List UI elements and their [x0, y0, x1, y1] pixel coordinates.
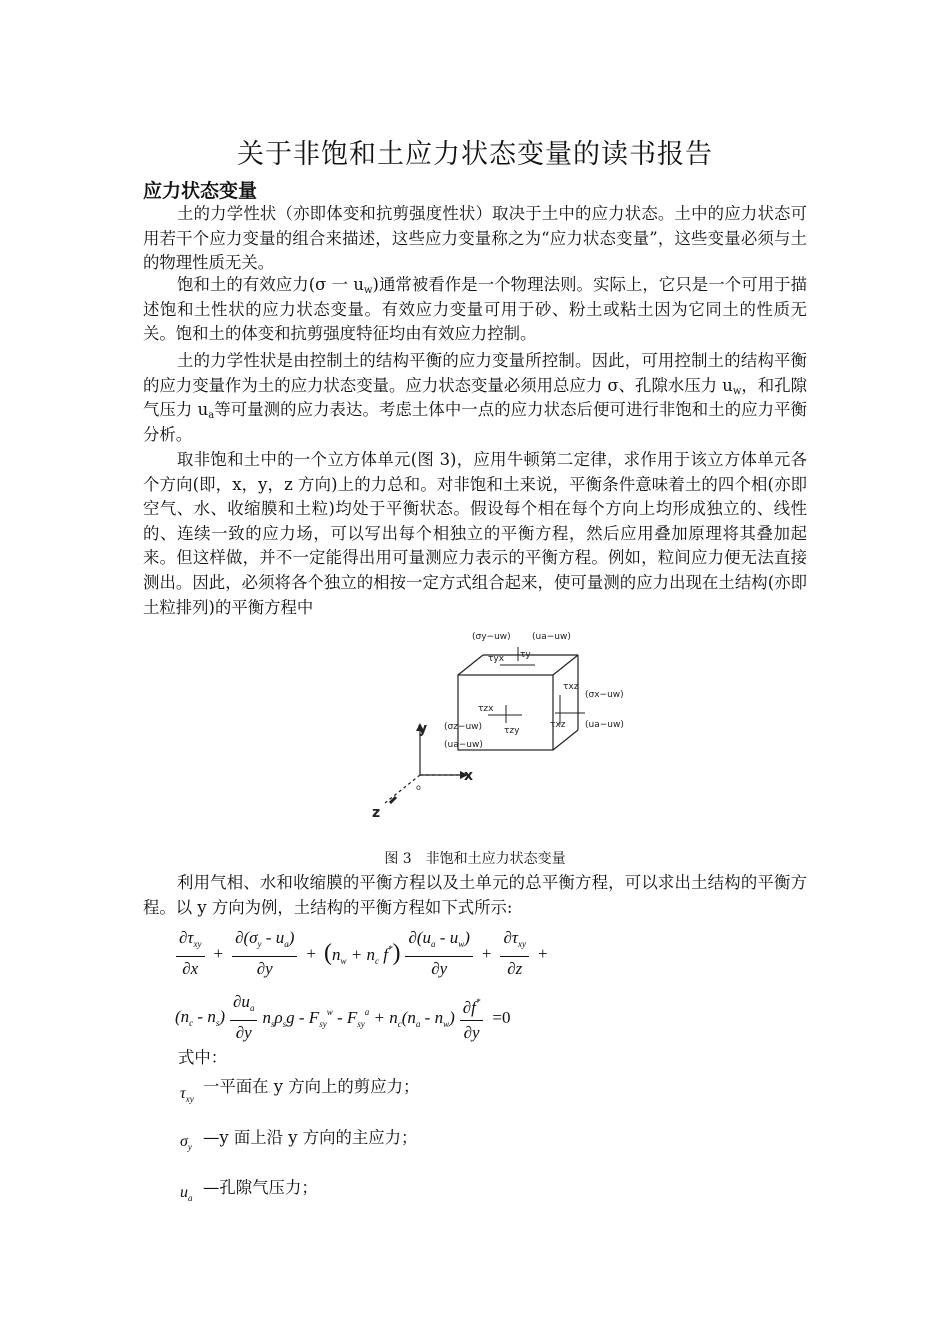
definition-2: —y 面上沿 y 方向的主应力；: [203, 1128, 418, 1147]
definition-3: —孔隙气压力；: [203, 1178, 318, 1197]
axis-z-label: z: [372, 805, 381, 821]
paragraph-2: 饱和土的有效应力(σ 一 $u_w$)通常被看作是一个物理法则。实际上，它只是一个可用于描述饱和土性状的应力状态变量。有效应力变量可用于砂、粉土或粘土因为它同土的性质无关。饱和土的体变和抗剪强度特征均由有效应力控制。: [143, 275, 807, 344]
label-tyx: τyx: [488, 654, 505, 664]
label-ty: τy: [520, 650, 531, 660]
label-tzx: τzx: [478, 704, 494, 714]
symbol-sigma-y: $\sigma_y$: [180, 1133, 192, 1152]
document-title: 关于非饱和土应力状态变量的读书报告: [237, 139, 713, 170]
section-heading: 应力状态变量: [143, 180, 258, 202]
label-tzy: τzy: [504, 726, 520, 736]
paragraph-5: 利用气相、水和收缩膜的平衡方程以及土单元的总平衡方程，可以求出土结构的平衡方程。以 y 方向为例，土结构的平衡方程如下式所示:: [143, 873, 807, 917]
definition-1: 一平面在 y 方向上的剪应力；: [203, 1077, 420, 1096]
label-front1: (σz−uw): [444, 722, 483, 732]
label-txz2: τxz: [550, 720, 566, 730]
label-front2: (ua−uw): [444, 740, 483, 750]
label-top1: (σy−uw): [472, 632, 511, 642]
symbol-u-a: $u_a$: [180, 1184, 193, 1203]
equation-line-1: $\frac{\partial\tau_{xy}}{\partial x}$ + $\frac{\partial(\sigma_y - u_a)}{\partial y}$ + ($n_w + n_c$ f*) $\frac{\partial(u_a - u_w)}{\partial y}$ + $\frac{\partial\tau_{xy}}{\partial z}$ +: [175, 926, 552, 981]
axis-y-label: y: [418, 721, 428, 737]
label-txz: τxz: [563, 682, 579, 692]
paragraph-4: 取非饱和土中的一个立方体单元(图 3)，应用牛顿第二定律，求作用于该立方体单元各个方向(即，x，y，z 方向)上的力总和。对非饱和土来说，平衡条件意味着土的四个相(亦即空气、水、收缩膜和土粒)均处于平衡状态。假设每个相在每个方向上均形成独立的、线性的、连续一致的应力场，可以写出每个相独立的平衡方程，然后应用叠加原理将其叠加起来。但这样做，并不一定能得出用可量测应力表示的平衡方程。例如，粒间应力便无法直接测出。因此，必须将各个独立的相按一定方式组合起来，使可量测的应力出现在土结构(亦即土粒排列)的平衡方程中: [143, 450, 807, 617]
label-right2: (ua−uw): [585, 720, 624, 730]
axis-x-label: x: [464, 768, 474, 784]
label-top2: (ua−uw): [532, 632, 571, 642]
figure-caption: 图 3 非饱和土应力状态变量: [384, 851, 566, 867]
symbol-tau-xy: $\tau_{xy}$: [180, 1085, 194, 1104]
equation-line-2: $(n_c - n_s)$ $\frac{\partial u_a}{\partial y}$ $n_s\rho_sg - F_{sy}^w - F_{sy}^a + n_c(n_a - n_w)$ $\frac{\partial f^*}{\partial y}$ =0: [175, 992, 511, 1042]
stress-cube-figure: [360, 625, 640, 825]
where-label: 式中：: [178, 1048, 228, 1067]
paragraph-3: 土的力学性状是由控制土的结构平衡的应力变量所控制。因此，可用控制土的结构平衡的应力变量作为土的应力状态变量。应力状态变量必须用总应力 σ、孔隙水压力 $u_w$，和孔隙气压力 $u_a$等可量测的应力表达。考虑土体中一点的应力状态后便可进行非饱和土的应力平衡分析。: [143, 351, 807, 444]
label-right1: (σx−uw): [585, 690, 624, 700]
label-origin: o: [416, 783, 421, 792]
paragraph-1: 土的力学性状（亦即体变和抗剪强度性状）取决于土中的应力状态。土中的应力状态可用若干个应力变量的组合来描述，这些应力变量称之为“应力状态变量”，这些变量必须与土的物理性质无关。: [143, 204, 807, 273]
